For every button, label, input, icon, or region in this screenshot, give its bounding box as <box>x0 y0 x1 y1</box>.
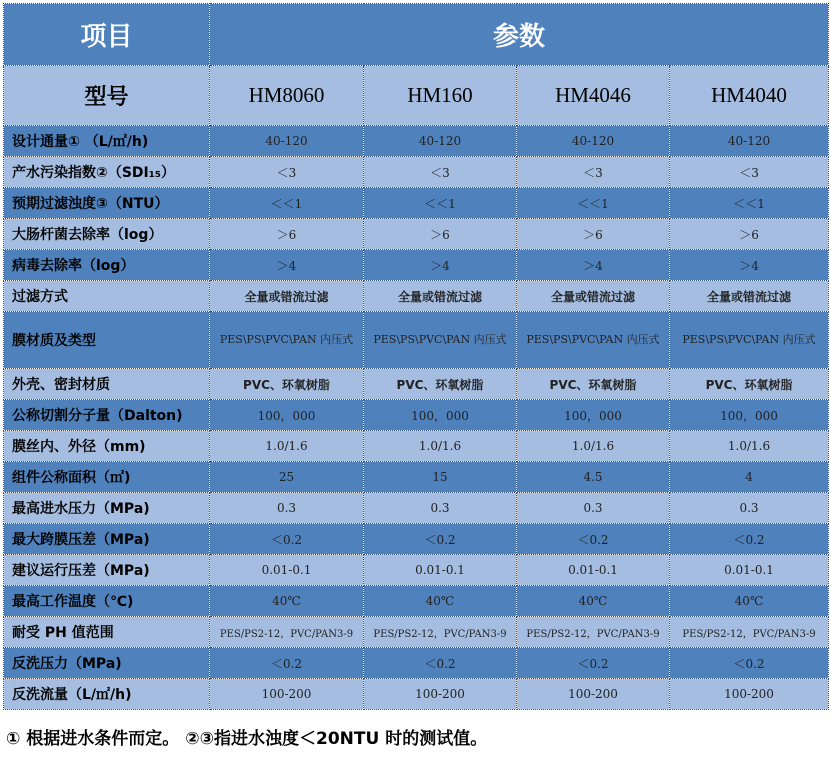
cell-value: ＞4 <box>670 250 829 281</box>
cell-value: 0.01-0.1 <box>364 555 517 586</box>
table-row <box>4 648 829 679</box>
cell-value: 40-120 <box>210 126 364 157</box>
table-row <box>4 586 829 617</box>
table-row <box>4 188 829 219</box>
cell-value: ＜＜1 <box>364 188 517 219</box>
cell-value: ＜0.2 <box>517 648 670 679</box>
cell-value: 40℃ <box>670 586 829 617</box>
cell-value: ＜3 <box>670 157 829 188</box>
cell-value: 40℃ <box>210 586 364 617</box>
cell-value: ＜＜1 <box>517 188 670 219</box>
cell-value: PES\PS\PVC\PAN 内压式 <box>517 312 670 369</box>
cell-value: 1.0/1.6 <box>364 431 517 462</box>
param-header: 参数 <box>210 4 829 66</box>
cell-value: 4.5 <box>517 462 670 493</box>
cell-value: ＜0.2 <box>670 524 829 555</box>
cell-value: 0.01-0.1 <box>670 555 829 586</box>
table-row <box>4 493 829 524</box>
cell-value: 100-200 <box>517 679 670 710</box>
cell-value: 0.01-0.1 <box>517 555 670 586</box>
cell-value: 100-200 <box>210 679 364 710</box>
cell-value: ＞6 <box>670 219 829 250</box>
table-row <box>4 431 829 462</box>
cell-value: ＜＜1 <box>210 188 364 219</box>
cell-value: 15 <box>364 462 517 493</box>
cell-value: 全量或错流过滤 <box>517 281 670 312</box>
model-name: HM160 <box>364 66 517 126</box>
cell-value: ＜0.2 <box>670 648 829 679</box>
row-label: 耐受 PH 值范围 <box>4 617 210 648</box>
table-row <box>4 462 829 493</box>
model-name: HM4046 <box>517 66 670 126</box>
model-name: HM4040 <box>670 66 829 126</box>
row-label: 外壳、密封材质 <box>4 369 210 400</box>
model-name: HM8060 <box>210 66 364 126</box>
cell-value: 100，000 <box>670 400 829 431</box>
cell-value: PES/PS2-12，PVC/PAN3-9 <box>210 617 364 648</box>
cell-value: ＜3 <box>517 157 670 188</box>
cell-value: ＜3 <box>210 157 364 188</box>
row-label: 过滤方式 <box>4 281 210 312</box>
cell-value: PES\PS\PVC\PAN 内压式 <box>670 312 829 369</box>
cell-value: ＜3 <box>364 157 517 188</box>
cell-value: 100-200 <box>670 679 829 710</box>
cell-value: 40℃ <box>364 586 517 617</box>
cell-value: PVC、环氧树脂 <box>364 369 517 400</box>
cell-value: PVC、环氧树脂 <box>517 369 670 400</box>
row-label: 病毒去除率（log） <box>4 250 210 281</box>
row-label: 公称切割分子量（Dalton) <box>4 400 210 431</box>
row-label: 膜丝内、外径（mm) <box>4 431 210 462</box>
cell-value: 40-120 <box>517 126 670 157</box>
cell-value: ＞4 <box>364 250 517 281</box>
cell-value: ＜0.2 <box>364 648 517 679</box>
cell-value: 0.3 <box>517 493 670 524</box>
cell-value: PES\PS\PVC\PAN 内压式 <box>210 312 364 369</box>
cell-value: 100-200 <box>364 679 517 710</box>
cell-value: ＞4 <box>517 250 670 281</box>
table-row <box>4 617 829 648</box>
row-label: 膜材质及类型 <box>4 312 210 369</box>
table-row <box>4 400 829 431</box>
cell-value: 40-120 <box>364 126 517 157</box>
table-row <box>4 157 829 188</box>
cell-value: 40-120 <box>670 126 829 157</box>
cell-value: 0.3 <box>670 493 829 524</box>
cell-value: 1.0/1.6 <box>210 431 364 462</box>
cell-value: ＜0.2 <box>364 524 517 555</box>
row-label: 最高进水压力（MPa) <box>4 493 210 524</box>
cell-value: PES/PS2-12，PVC/PAN3-9 <box>517 617 670 648</box>
row-label: 预期过滤浊度③（NTU） <box>4 188 210 219</box>
cell-value: 1.0/1.6 <box>517 431 670 462</box>
cell-value: PES/PS2-12，PVC/PAN3-9 <box>364 617 517 648</box>
cell-value: ＞6 <box>517 219 670 250</box>
table-row <box>4 219 829 250</box>
table-row <box>4 369 829 400</box>
row-label: 最大跨膜压差（MPa) <box>4 524 210 555</box>
cell-value: 4 <box>670 462 829 493</box>
cell-value: ＜0.2 <box>517 524 670 555</box>
cell-value: 0.3 <box>364 493 517 524</box>
cell-value: ＞6 <box>210 219 364 250</box>
table-row <box>4 555 829 586</box>
table-row <box>4 679 829 710</box>
table-row <box>4 250 829 281</box>
cell-value: PVC、环氧树脂 <box>210 369 364 400</box>
cell-value: 1.0/1.6 <box>670 431 829 462</box>
cell-value: 0.01-0.1 <box>210 555 364 586</box>
cell-value: PVC、环氧树脂 <box>670 369 829 400</box>
cell-value: 100，000 <box>364 400 517 431</box>
cell-value: ＜0.2 <box>210 648 364 679</box>
cell-value: 40℃ <box>517 586 670 617</box>
model-label: 型号 <box>4 66 210 126</box>
row-label: 反洗流量（L/㎡/h) <box>4 679 210 710</box>
cell-value: 全量或错流过滤 <box>210 281 364 312</box>
cell-value: 0.3 <box>210 493 364 524</box>
row-label: 最高工作温度（℃) <box>4 586 210 617</box>
row-label: 大肠杆菌去除率（log） <box>4 219 210 250</box>
cell-value: PES/PS2-12，PVC/PAN3-9 <box>670 617 829 648</box>
table-row <box>4 312 829 369</box>
row-label: 设计通量① （L/㎡/h) <box>4 126 210 157</box>
cell-value: ＞6 <box>364 219 517 250</box>
model-row <box>4 66 829 126</box>
cell-value: ＜＜1 <box>670 188 829 219</box>
row-label: 建议运行压差（MPa) <box>4 555 210 586</box>
header-row <box>4 4 829 66</box>
table-row <box>4 126 829 157</box>
cell-value: 全量或错流过滤 <box>670 281 829 312</box>
cell-value: 100，000 <box>210 400 364 431</box>
row-label: 组件公称面积（㎡) <box>4 462 210 493</box>
cell-value: ＜0.2 <box>210 524 364 555</box>
cell-value: 25 <box>210 462 364 493</box>
table-row <box>4 281 829 312</box>
footnote: ① 根据进水条件而定。 ②③指进水浊度＜20NTU 时的测试值。 <box>6 729 488 749</box>
cell-value: 100，000 <box>517 400 670 431</box>
spec-table <box>3 3 829 710</box>
cell-value: ＞4 <box>210 250 364 281</box>
cell-value: PES\PS\PVC\PAN 内压式 <box>364 312 517 369</box>
table-row <box>4 524 829 555</box>
row-label: 产水污染指数②（SDI₁₅） <box>4 157 210 188</box>
row-label: 反洗压力（MPa) <box>4 648 210 679</box>
cell-value: 全量或错流过滤 <box>364 281 517 312</box>
item-header: 项目 <box>4 4 210 66</box>
